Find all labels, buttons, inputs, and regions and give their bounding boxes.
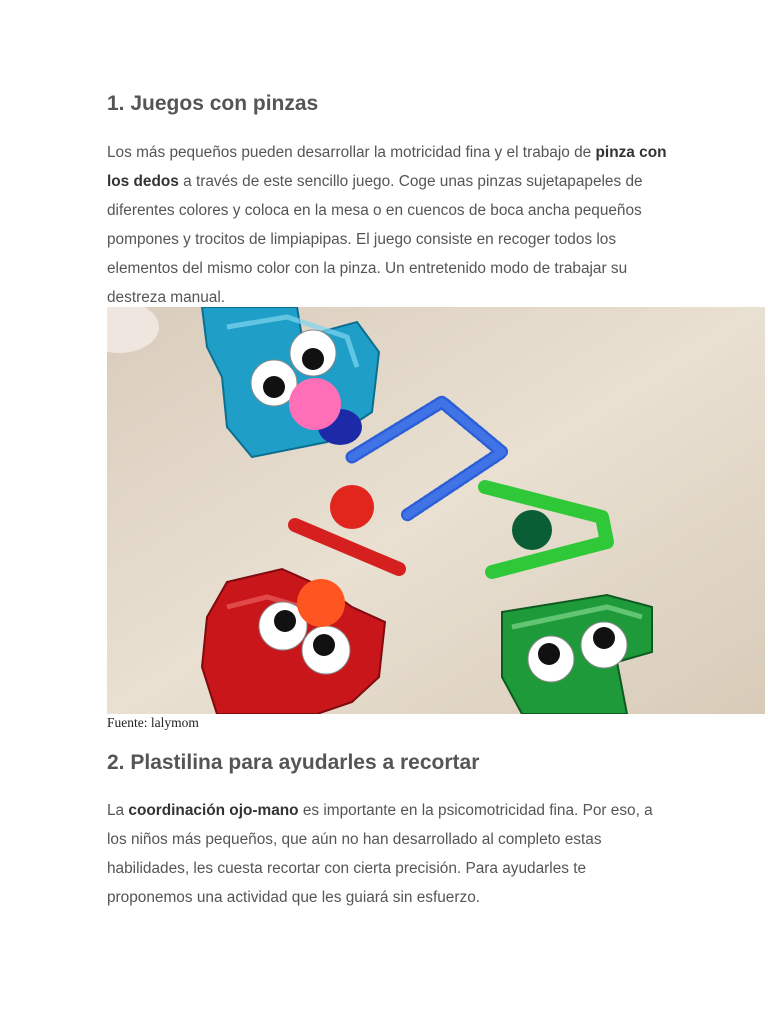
section-1-paragraph bbox=[107, 138, 667, 312]
section-2-text-a: La bbox=[107, 802, 129, 819]
section-2-text-b: es importante en la psicomotricidad fina. Por eso, a los niños más pequeños, que aún no han desarrollado al completo estas habilidades, les cuesta recortar con cierta precisión. Para ayudarles te proponemos una actividad que les guiará sin esfuerzo. bbox=[107, 802, 653, 906]
section-1-bold-text: pinza con los dedos bbox=[107, 144, 667, 190]
clips-photo-illustration bbox=[107, 307, 765, 714]
clips-photo bbox=[107, 307, 765, 714]
section-2-paragraph bbox=[107, 796, 667, 912]
red-pompom bbox=[330, 485, 374, 529]
section-2-heading: 2. Plastilina para ayudarles a recortar bbox=[107, 751, 480, 774]
section-2-bold-text: coordinación ojo-mano bbox=[128, 802, 299, 819]
image-caption: Fuente: lalymom bbox=[107, 715, 199, 730]
dark-green-pompom bbox=[512, 510, 552, 550]
section-1-text-a: Los más pequeños pueden desarrollar la motricidad fina y el trabajo de bbox=[107, 144, 596, 161]
section-1-text-b: a través de este sencillo juego. Coge unas pinzas sujetapapeles de diferentes colores y coloca en la mesa o en cuencos de boca ancha pequeños pompones y trocitos de limpiapipas. El juego consiste en recoger todos los elementos del mismo color con la pinza. Un entretenido modo de trabajar su destreza manual. bbox=[107, 173, 643, 306]
section-1-heading: 1. Juegos con pinzas bbox=[107, 92, 319, 115]
